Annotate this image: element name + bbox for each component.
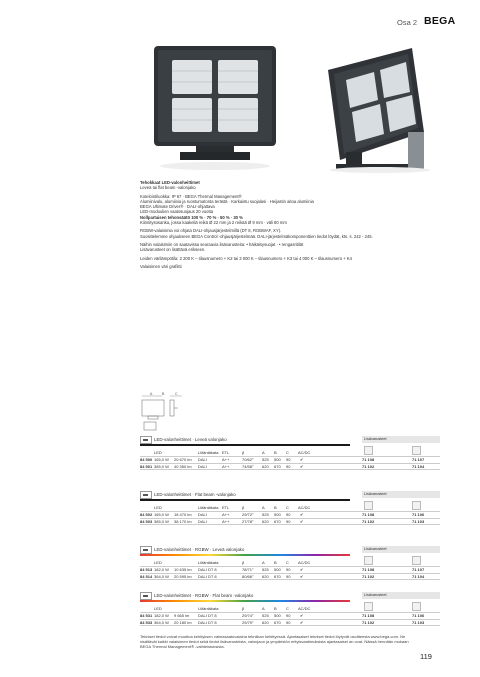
section-label: Osa 2 — [397, 18, 418, 27]
table-cell: 29/79° — [242, 619, 254, 625]
table-cell: 80/66° — [242, 573, 254, 579]
table-cell: ✔ — [300, 573, 304, 579]
table-cell: A++ — [222, 457, 230, 462]
table-cell: DALI — [198, 512, 207, 517]
product-photo-front — [140, 40, 290, 175]
article-number: 84 513 — [140, 567, 153, 572]
table-cell: 20 595 lm — [174, 573, 192, 579]
article-number: 84 514 — [140, 573, 153, 579]
accessory-number: 71 104 — [412, 573, 425, 579]
luminaire-thumbnail-icon — [140, 436, 152, 444]
table-title-rule — [140, 600, 350, 602]
column-header: A — [262, 450, 265, 455]
column-header: LED — [154, 606, 162, 611]
accessory-number: 71 102 — [362, 518, 375, 524]
description-line: Leiden värilämpötila: 2 200 K – tilausnumero + K2 tai 3 000 K – tilausnumero + K3 tai 4 000 K – tilausnumero + K4 — [140, 255, 352, 261]
table-cell: 27/78° — [242, 518, 254, 524]
table-cell: A++ — [222, 512, 230, 517]
table-title: LED-valonheittimet · RGBW · Leveä valonjako — [154, 547, 245, 552]
table-cell: ✔ — [300, 518, 304, 524]
table-cell: DALI DT 8 — [198, 613, 217, 618]
table-cell: 500 — [274, 512, 281, 517]
table-cell: 90 — [286, 573, 291, 579]
accessory-number: 71 108 — [362, 512, 375, 517]
table-cell: A++ — [222, 463, 230, 469]
description-line: Näihin valaisimiin on saatavissa seuraavia lisävarusteita: • häikäisysuojat · • rengasritilät — [140, 241, 304, 247]
table-cell: ✔ — [300, 613, 304, 618]
product-description — [140, 180, 440, 269]
description-line: Leveä tai flat beam -valonjako — [140, 185, 196, 191]
table-row — [140, 613, 440, 618]
accessory-number: 71 108 — [362, 567, 375, 572]
column-header: β — [242, 505, 245, 510]
table-row — [140, 464, 440, 469]
table-cell: 385,0 W — [154, 518, 169, 524]
article-number: 84 503 — [140, 518, 153, 524]
accessory-number: 71 104 — [412, 463, 425, 469]
column-header: B — [274, 560, 277, 565]
table-cell: 70/62° — [242, 457, 254, 462]
table-cell: 90 — [286, 567, 291, 572]
column-header: A — [262, 606, 265, 611]
table-cell: 90 — [286, 463, 291, 469]
table-header-row — [140, 505, 440, 510]
description-line: Lisävarusteet on lisättävä erikseen. — [140, 247, 206, 253]
table-cell: ✔ — [300, 619, 304, 625]
table-cell: 20 180 lm — [174, 619, 192, 625]
table-row — [140, 567, 440, 572]
table-cell: 525 — [262, 457, 269, 462]
table-cell: 620 — [262, 573, 269, 579]
table-cell: DALI — [198, 518, 207, 524]
table-cell: 9 665 lm — [174, 613, 190, 618]
article-number: 84 501 — [140, 463, 153, 469]
column-header: ETL — [222, 450, 230, 455]
description-line: Suosittelemme ohjaukseen BEGA Control -ohjausjärjestelmää. DALI-järjestelmäkomponenttien tiedot löydät, kts. s. 242 - 245. — [140, 233, 373, 239]
table-cell: DALI DT 8 — [198, 573, 217, 579]
table-cell: 74/58° — [242, 463, 254, 469]
table-cell: DALI — [198, 463, 207, 469]
description-line: Nollpartaisen tehonsäätö 100 % · 70 % · 50 % · 30 % — [140, 214, 243, 220]
table-row — [140, 574, 440, 579]
dim-label-c: C — [175, 392, 178, 396]
column-header: B — [274, 450, 277, 455]
table-cell: 40 350 lm — [174, 463, 192, 469]
column-header: β — [242, 606, 245, 611]
column-header: AC/DC — [298, 505, 311, 510]
accessory-number: 71 102 — [362, 619, 375, 625]
table-cell: ✔ — [300, 463, 304, 469]
table-cell: 90 — [286, 512, 291, 517]
table-cell: 90 — [286, 619, 291, 625]
table-cell: 182,0 W — [154, 613, 169, 618]
column-header: Liitäntäkata — [198, 560, 219, 565]
table-cell: 18 470 lm — [174, 512, 192, 517]
table-cell: DALI — [198, 457, 207, 462]
table-cell: 90 — [286, 613, 291, 618]
description-line: Kiinnitysosanka, jossa kaakeliä reikä Ø 22 mm ja 2 reikää Ø 9 mm · väli 80 mm — [140, 220, 287, 226]
accessory-number: 71 106 — [412, 512, 425, 517]
table-cell: 165,0 W — [154, 512, 169, 517]
table-title: LED-valonheittimet · Flat beam -valonjako — [154, 492, 236, 497]
table-title-rule — [140, 499, 350, 501]
accessory-number: 71 107 — [412, 457, 425, 462]
table-cell: 500 — [274, 457, 281, 462]
table-cell: 670 — [274, 619, 281, 625]
article-number: 84 502 — [140, 512, 153, 517]
row-divider — [140, 524, 440, 525]
accessory-number: 71 103 — [412, 619, 425, 625]
footer-disclaimer: Tekniset tiedot voivat muuttua kehityksen valmasaatuvalaina tekniikan kehittyessä. Ajantasaiset tekniset tiedot löytyvät osoitteesta www.bega.com. Ne sisältävät kaikki valaisimen tiedot sekä tiedot lisävarusteista, valonjaon ja ympäristön erityisvaatimuksista ajantasaisel an ovat. Näissä hennään mukaan BEGA Thermal Management® -vaihteistuksista. — [140, 634, 409, 649]
accessories-header: Lisävarusteet — [362, 491, 440, 498]
column-header: β — [242, 450, 245, 455]
table-header-row — [140, 450, 440, 455]
table-cell: 385,0 W — [154, 463, 169, 469]
table-cell: 500 — [274, 613, 281, 618]
table-cell: 670 — [274, 463, 281, 469]
description-line: Valaisimen väri grafiitti — [140, 263, 182, 269]
table-cell: 620 — [262, 463, 269, 469]
table-cell: 90 — [286, 518, 291, 524]
accessory-number: 71 102 — [362, 573, 375, 579]
table-cell: 620 — [262, 619, 269, 625]
product-photo-angled — [300, 40, 450, 175]
column-header: Liitäntäkata — [198, 450, 219, 455]
table-cell: 364,0 W — [154, 573, 169, 579]
accessory-number: 71 103 — [412, 518, 425, 524]
table-cell: DALI DT 8 — [198, 619, 217, 625]
table-cell: 20 670 lm — [174, 457, 192, 462]
luminaire-thumbnail-icon — [140, 546, 152, 554]
table-row — [140, 457, 440, 462]
column-header: AC/DC — [298, 606, 311, 611]
accessory-number: 71 107 — [412, 567, 425, 572]
table-header-row — [140, 606, 440, 611]
table-cell: 620 — [262, 518, 269, 524]
column-header: LED — [154, 450, 162, 455]
row-divider — [140, 579, 440, 580]
table-title-rule — [140, 444, 350, 446]
luminaire-thumbnail-icon — [140, 592, 152, 600]
column-header: C — [286, 606, 289, 611]
table-cell: 670 — [274, 518, 281, 524]
table-cell: 500 — [274, 567, 281, 572]
table-row — [140, 519, 440, 524]
description-line: Kotelointiluokka: IP 67 · BEGA Thermal Management® — [140, 193, 242, 199]
table-title: LED-valonheittimet · Leveä valonjako — [154, 437, 227, 442]
table-row — [140, 620, 440, 625]
row-divider — [140, 469, 440, 470]
column-header: LED — [154, 505, 162, 510]
table-row — [140, 512, 440, 517]
column-header: A — [262, 505, 265, 510]
table-cell: 165,0 W — [154, 457, 169, 462]
column-header: C — [286, 560, 289, 565]
table-cell: 90 — [286, 457, 291, 462]
table-cell: ✔ — [300, 567, 304, 572]
table-header-row — [140, 560, 440, 565]
accessories-header: Lisävarusteet — [362, 546, 440, 553]
description-line: LED-moduulien vaatosuojaus 20 vuotta — [140, 209, 214, 215]
dim-label-a: A — [150, 392, 153, 396]
luminaire-thumbnail-icon — [140, 491, 152, 499]
table-cell: 29/74° — [242, 613, 254, 618]
table-cell: 525 — [262, 613, 269, 618]
article-number: 84 500 — [140, 457, 153, 462]
table-title: LED-valonheittimet · RGBW · Flat beam -valonjako — [154, 593, 254, 598]
column-header: B — [274, 606, 277, 611]
column-header: LED — [154, 560, 162, 565]
dim-label-b: B — [162, 392, 165, 396]
article-number: 84 533 — [140, 619, 153, 625]
column-header: A — [262, 560, 265, 565]
column-header: AC/DC — [298, 450, 311, 455]
description-line: BEGA Ultimate Driver® · DALI-ohjattava — [140, 204, 215, 210]
column-header: B — [274, 505, 277, 510]
column-header: Liitäntäkata — [198, 606, 219, 611]
dimension-diagram — [140, 392, 188, 434]
column-header: β — [242, 560, 245, 565]
table-cell: ✔ — [300, 512, 304, 517]
table-cell: A++ — [222, 518, 230, 524]
table-cell: 182,0 W — [154, 567, 169, 572]
accessory-number: 71 102 — [362, 463, 375, 469]
table-cell: 364,0 W — [154, 619, 169, 625]
row-divider — [140, 625, 440, 626]
table-cell: 78/71° — [242, 567, 254, 572]
accessories-header: Lisävarusteet — [362, 592, 440, 599]
page-number: 119 — [420, 652, 432, 661]
description-line: Tehokkaat LED-valonheittimet — [140, 180, 200, 185]
table-cell: 525 — [262, 512, 269, 517]
column-header: C — [286, 505, 289, 510]
accessories-header: Lisävarusteet — [362, 436, 440, 443]
column-header: ETL — [222, 505, 230, 510]
column-header: AC/DC — [298, 560, 311, 565]
article-number: 84 531 — [140, 613, 153, 618]
table-cell: 29/72° — [242, 512, 254, 517]
column-header: Liitäntäkata — [198, 505, 219, 510]
description-line: RGBW-valaisimia voi ohjata DALI-ohjausjärjestelmillä (DT 8, RGBWAF, XY). — [140, 228, 282, 234]
description-line: Alumiinivalu, alumiinia ja ruostumatonta terästä · Karkaistu suojalasi · Heijastin aitoa alumiinia — [140, 198, 314, 204]
column-header: C — [286, 450, 289, 455]
accessory-number: 71 106 — [412, 613, 425, 618]
table-cell: 38 170 lm — [174, 518, 192, 524]
table-cell: 670 — [274, 573, 281, 579]
table-cell: 525 — [262, 567, 269, 572]
table-title-rule — [140, 554, 350, 556]
table-cell: ✔ — [300, 457, 304, 462]
accessory-number: 71 108 — [362, 457, 375, 462]
table-cell: 10 635 lm — [174, 567, 192, 572]
accessory-number: 71 108 — [362, 613, 375, 618]
table-cell: DALI DT 8 — [198, 567, 217, 572]
brand-logo: BEGA — [424, 15, 456, 27]
